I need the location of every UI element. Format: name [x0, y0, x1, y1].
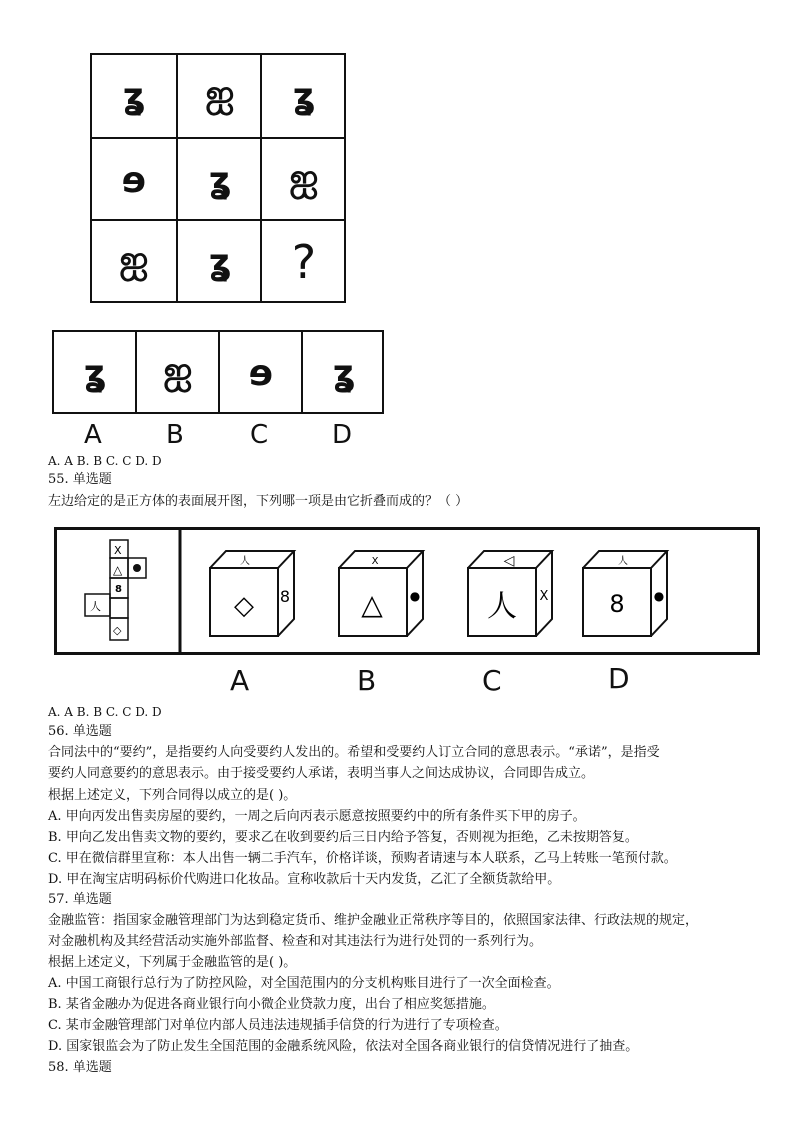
option-b: B. 甲向乙发出售卖文物的要约，要求乙在收到要约后三日内给予答复，否则视为拒绝，乙未按期答复。 — [48, 830, 638, 845]
option-d: D. 国家银监会为了防止发生全国范围的金融系统风险，依法对全国各商业银行的信贷情况进行了抽查。 — [48, 1039, 639, 1054]
option-c: C. 某市金融管理部门对单位内部人员违法违规插手信贷的行为进行了专项检查。 — [48, 1018, 508, 1033]
grid-symbol: ʓ — [292, 75, 316, 117]
question-stem: 合同法中的“要约”，是指要约人向受要约人发出的。希望和受要约人订立合同的意思表示。“承诺”，是指受 — [48, 745, 660, 760]
option-letter-d: D — [332, 420, 353, 450]
answer-choices: A. A B. B C. C D. D — [48, 454, 162, 468]
question-stem: 金融监管：指国家金融管理部门为达到稳定货币、维护金融业正常秩序等目的，依照国家法律、行政法规的规定， — [48, 913, 699, 928]
cube-letter-a: A — [230, 664, 250, 697]
option-symbol-d: ʓ — [332, 352, 356, 394]
option-letter-b: B — [166, 420, 184, 450]
cube-d-side: ● — [653, 589, 665, 603]
option-letter-a: A — [84, 420, 102, 450]
option-b: B. 某省金融办为促进各商业银行向小微企业贷款力度，出台了相应奖惩措施。 — [48, 997, 495, 1012]
option-letter-c: C — [250, 420, 269, 450]
cube-b-side: ● — [409, 589, 421, 603]
question-header: 56. 单选题 — [48, 724, 112, 739]
question-header: 58. 单选题 — [48, 1060, 112, 1075]
cube-letter-d: D — [608, 662, 630, 695]
option-c: C. 甲在微信群里宣称：本人出售一辆二手汽车，价格详谈，预购者请速与本人联系，乙马上转账一笔预付款。 — [48, 851, 677, 866]
option-symbol-a: ʓ — [83, 352, 107, 394]
cube-letter-c: C — [482, 664, 502, 697]
net-label-eight: 8 — [115, 584, 122, 595]
question-stem: 对金融机构及其经营活动实施外部监督、检查和对其违法行为进行处罚的一系列行为。 — [48, 934, 543, 949]
grid-symbol: ɘ — [121, 159, 147, 201]
net-dot — [133, 564, 141, 572]
grid-symbol: ஐ — [119, 239, 149, 280]
option-symbol-b: ஐ — [163, 350, 193, 391]
grid-symbol: ஐ — [289, 157, 319, 198]
net-label-diamond: ◇ — [113, 624, 122, 637]
net-label-person: 人 — [90, 600, 101, 613]
grid-symbol: ʓ — [122, 75, 146, 117]
cube-d-front: 8 — [609, 590, 625, 618]
cube-a-top: 人 — [240, 556, 250, 567]
question-mark: ? — [291, 235, 317, 289]
grid-symbol: ʓ — [208, 241, 232, 283]
question-prompt: 根据上述定义，下列合同得以成立的是( )。 — [48, 788, 297, 803]
option-strip — [52, 330, 384, 414]
grid-symbol: ʓ — [208, 159, 232, 201]
net-label-triangle: △ — [113, 563, 123, 577]
cube-a-front: ◇ — [234, 591, 254, 621]
cube-b-front: △ — [361, 588, 383, 621]
option-a: A. 中国工商银行总行为了防控风险，对全国范围内的分支机构账目进行了一次全面检查。 — [48, 976, 560, 991]
cube-letter-b: B — [357, 664, 377, 697]
option-a: A. 甲向丙发出售卖房屋的要约，一周之后向丙表示愿意按照要约中的所有条件买下甲的房子。 — [48, 809, 586, 824]
cube-figure — [54, 527, 760, 655]
cube-b-top: X — [371, 556, 379, 567]
question-header: 55. 单选题 — [48, 472, 112, 487]
option-d: D. 甲在淘宝店明码标价代购进口化妆品。宣称收款后十天内发货，乙汇了全额货款给甲。 — [48, 872, 561, 887]
question-header: 57. 单选题 — [48, 892, 112, 907]
cube-figure-drawing — [57, 530, 757, 652]
grid-symbol: ஐ — [205, 73, 235, 114]
cube-a-side: 8 — [279, 587, 291, 606]
question-prompt: 根据上述定义，下列属于金融监管的是( )。 — [48, 955, 297, 970]
option-symbol-c: ɘ — [248, 352, 274, 394]
net-label-x: X — [114, 544, 122, 557]
cube-c-side: X — [539, 589, 549, 604]
cube-c-top: ◁ — [503, 553, 515, 569]
cube-c-front: 人 — [487, 589, 517, 624]
cube-d-top: 人 — [618, 556, 628, 567]
question-stem: 左边给定的是正方体的表面展开图，下列哪一项是由它折叠而成的？（ ） — [48, 494, 469, 509]
answer-choices: A. A B. B C. C D. D — [48, 705, 162, 719]
question-stem: 要约人同意要约的意思表示。由于接受要约人承诺，表明当事人之间达成协议，合同即告成立。 — [48, 766, 595, 781]
figure-grid — [90, 53, 346, 303]
